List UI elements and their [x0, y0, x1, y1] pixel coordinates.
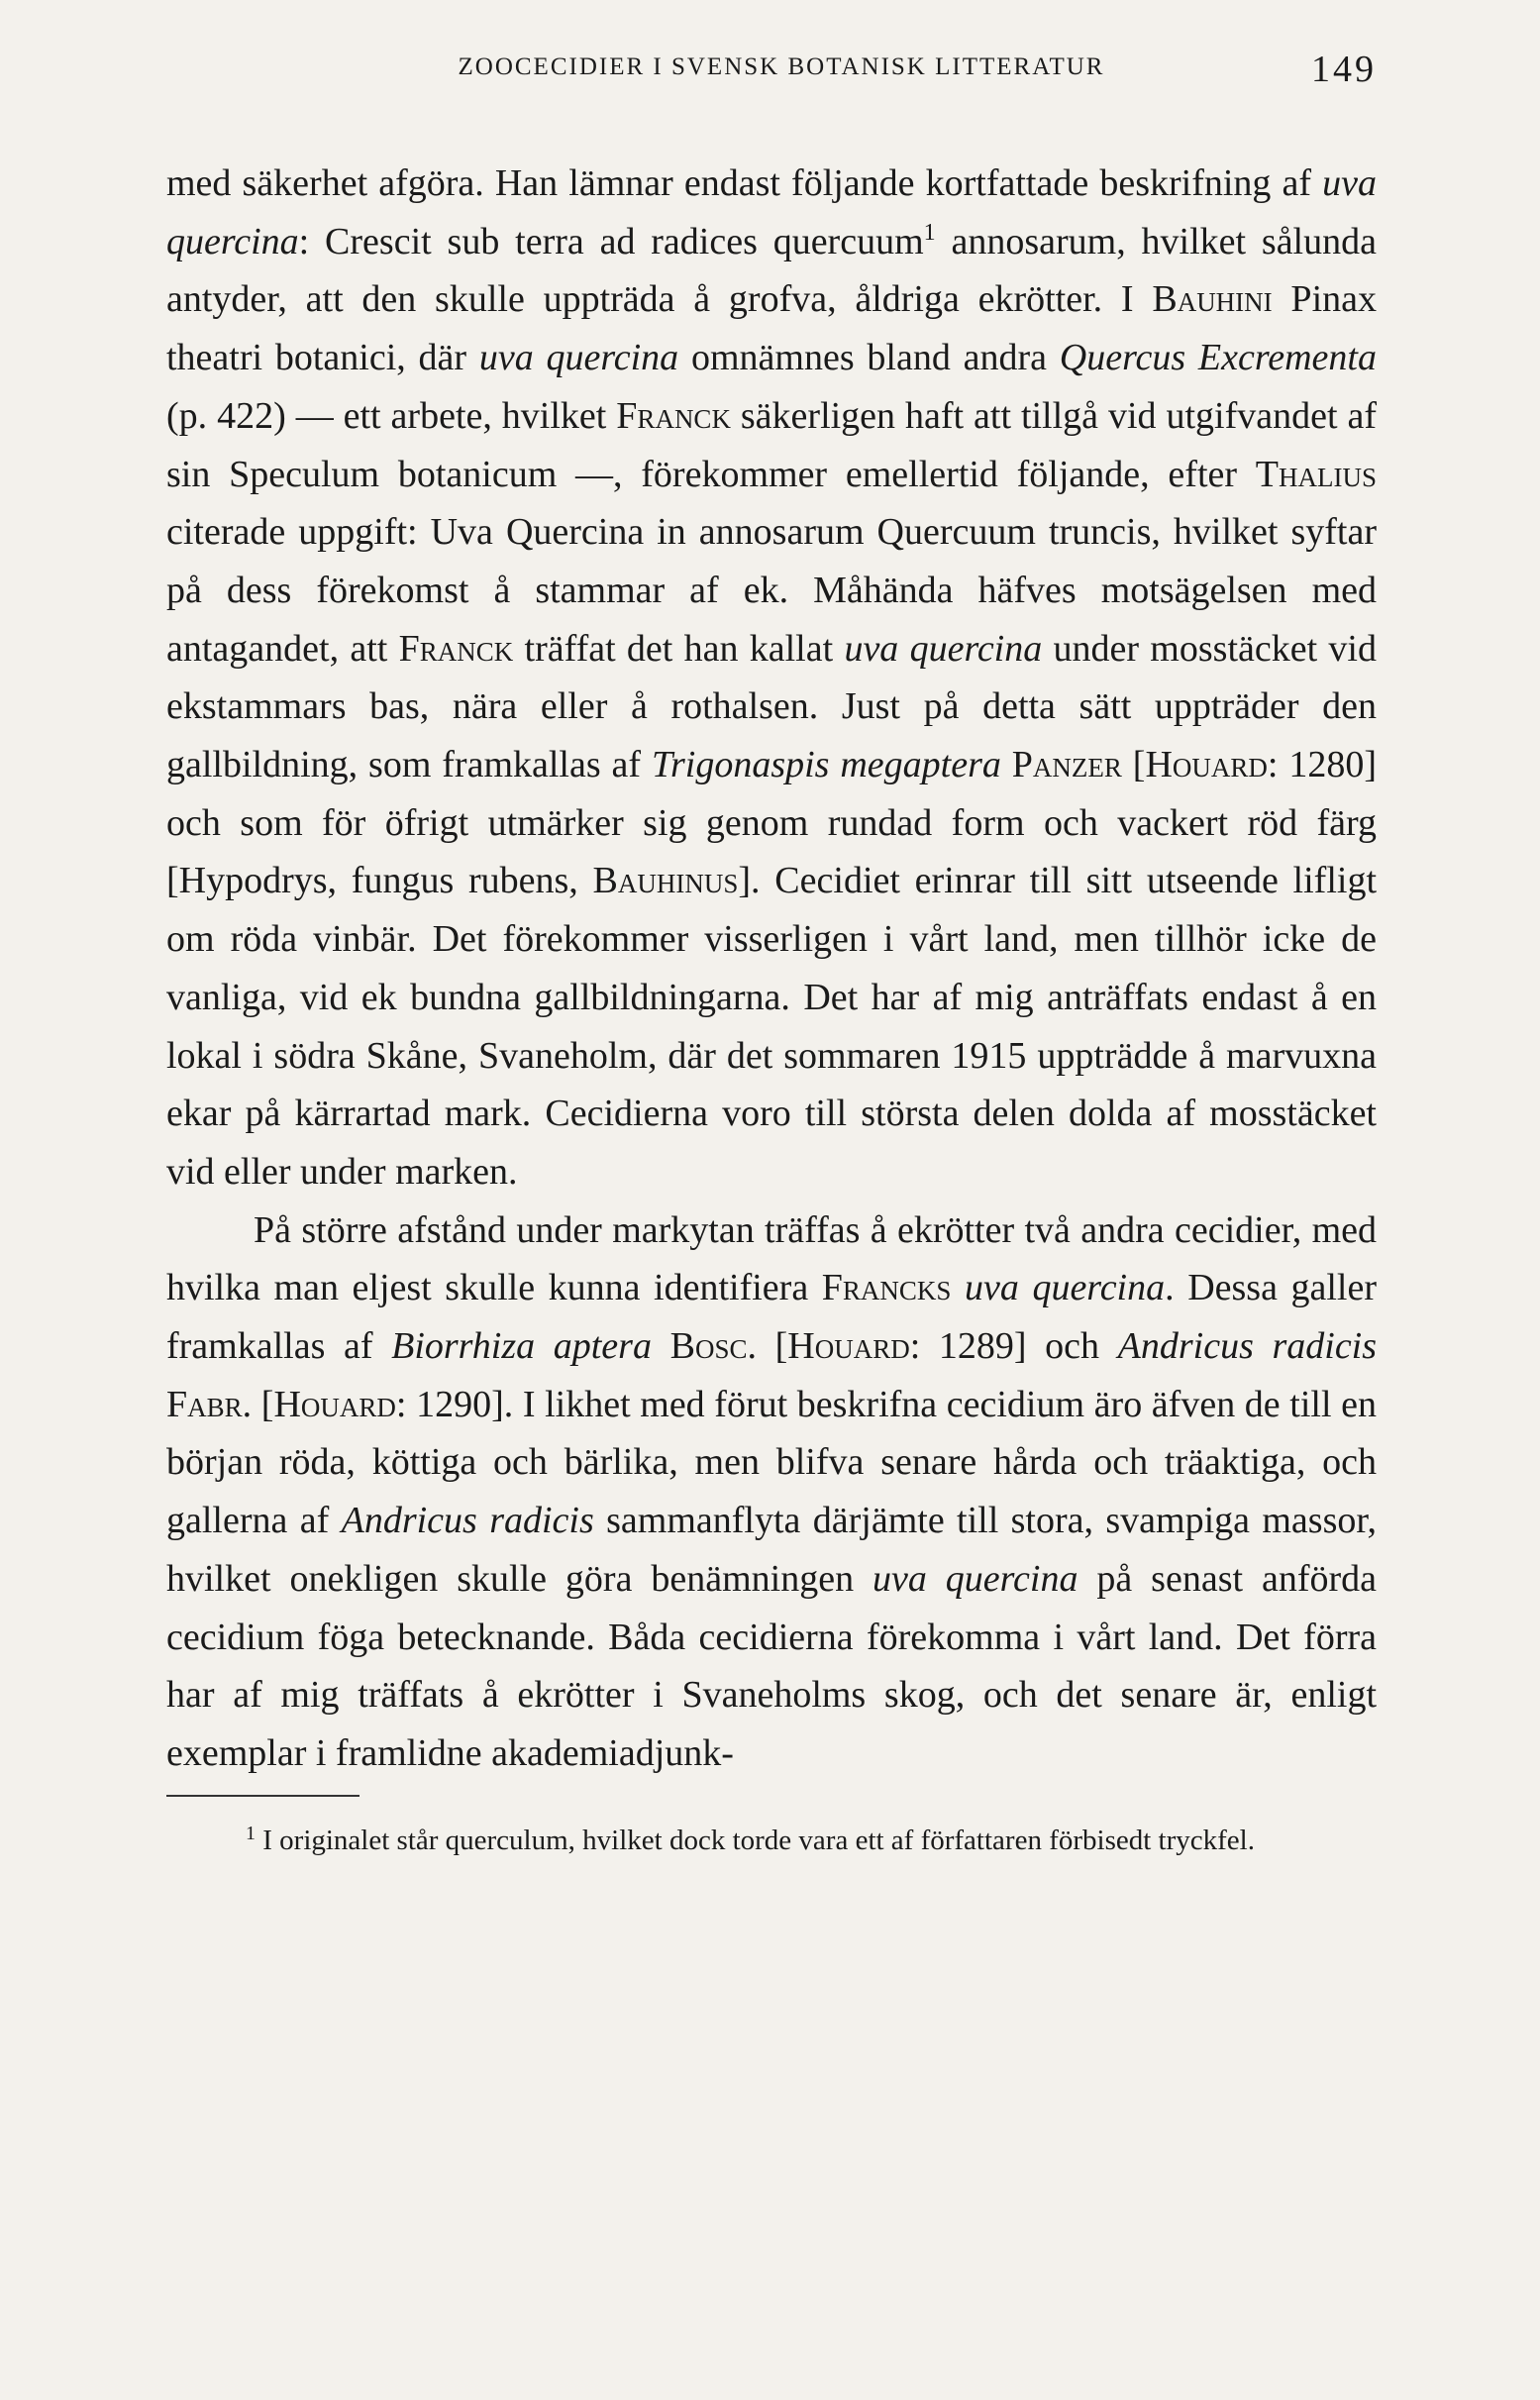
text-run: . [	[747, 1325, 788, 1368]
footnote-ref: 1	[923, 219, 936, 246]
author-name: Panzer	[1011, 744, 1122, 786]
running-head	[166, 40, 1377, 99]
author-name: Franck	[616, 394, 731, 437]
italic-term: uva quercina	[965, 1267, 1166, 1309]
text-run: annosarum, hvilket sålunda antyder, att den skulle uppträda å grofva, åldriga ekrötter. I	[166, 220, 1377, 321]
text-run: (p. 422) — ett arbete, hvilket	[166, 394, 617, 437]
text-run: omnämnes bland andra	[678, 337, 1060, 379]
paragraph-2	[166, 1201, 1377, 1783]
author-name: Bauhinus	[592, 860, 739, 902]
text-run: På större afstånd under markytan träffas å ekrötter två andra cecidier, med hvilka man eljest skulle kunna identifiera	[166, 1208, 1377, 1309]
footnote-rule	[166, 1795, 359, 1797]
text-run: med säkerhet afgöra. Han lämnar endast följande kortfattade beskrifning af	[166, 162, 1323, 204]
author-name: Houard	[273, 1383, 396, 1425]
footnote-text: I originalet står querculum, hvilket dock torde vara ett af författaren förbisedt tryckfel.	[256, 1824, 1255, 1856]
species-name: Biorrhiza aptera	[391, 1325, 652, 1368]
text-run: citerade uppgift: Uva Quercina in annosarum Quercuum truncis, hvilket syftar på dess förekomst å stammar af ek. Måhända häfves motsägelsen med antagandet, att	[166, 511, 1377, 670]
text-run	[951, 1267, 965, 1308]
author-name: Bauhini	[1152, 278, 1273, 321]
italic-term: uva quercina	[478, 337, 679, 379]
book-page	[166, 40, 1377, 1862]
author-name: Bosc	[669, 1325, 748, 1368]
text-run	[1001, 744, 1012, 785]
text-run: under mosstäcket vid ekstammars bas, nära eller å rothalsen. Just på detta sätt uppträder den gallbildning, som framkallas af	[166, 627, 1377, 786]
author-name: Francks	[821, 1267, 952, 1309]
text-run: : Crescit sub terra ad radices quercuum	[298, 220, 924, 262]
text-run: : 1280] och som för öfrigt utmärker sig genom rundad form och vackert röd färg [Hypodrys, fungus rubens,	[166, 744, 1378, 902]
author-name: Houard	[1145, 744, 1268, 786]
text-run: : 1290]. I likhet med förut beskrifna cecidium äro äfven de till en början röda, köttiga och bärlika, men blifva senare hårda och träaktiga, och gallerna af	[166, 1383, 1377, 1542]
running-title: ZOOCECIDIER I SVENSK BOTANISK LITTERATUR	[458, 53, 1105, 80]
text-run: på senast anförda cecidium föga betecknande. Båda cecidierna förekomma i vårt land. Det förra har af mig träffats å ekrötter i Svaneholms skog, och det senare är, enligt exemplar i framlidne akademiadjunk-	[166, 1557, 1378, 1774]
italic-term: uva quercina	[844, 627, 1043, 670]
author-name: Houard	[787, 1325, 910, 1368]
species-name: Andricus radicis	[1117, 1325, 1378, 1368]
text-run: . Dessa galler framkallas af	[166, 1267, 1378, 1368]
italic-term: uva quercina	[166, 162, 1377, 262]
text-run: säkerligen haft att tillgå vid utgifvandet af sin Speculum botanicum —, förekommer emellertid följande, efter	[166, 394, 1377, 495]
text-run: [	[1121, 744, 1146, 786]
page-number: 149	[1311, 49, 1377, 90]
text-run	[652, 1325, 670, 1367]
author-name: Franck	[398, 627, 514, 670]
text-run: . [	[242, 1383, 274, 1425]
species-name: Andricus radicis	[341, 1500, 594, 1542]
text-run: ]. Cecidiet erinrar till sitt utseende lifligt om röda vinbär. Det förekommer visserligen i vårt land, men tillhör icke de vanliga, vid ek bundna gallbildningarna. Det har af mig anträffats endast å en lokal i södra Skåne, Svaneholm, där det sommaren 1915 uppträdde å marvuxna ekar på kärrartad mark. Cecidierna voro till största delen dolda af mosstäcket vid eller under marken.	[166, 860, 1377, 1193]
species-name: Trigonaspis megaptera	[651, 744, 1001, 786]
italic-term: uva quercina	[873, 1557, 1078, 1600]
text-run: sammanflyta därjämte till stora, svampiga massor, hvilket onekligen skulle göra benämningen	[166, 1500, 1378, 1600]
body-text	[166, 155, 1377, 1783]
text-run: Pinax theatri botanici, där	[166, 278, 1377, 379]
paragraph-1	[166, 155, 1377, 1201]
footnote	[166, 1819, 1377, 1862]
italic-term: Quercus Excrementa	[1059, 337, 1377, 379]
text-run: träffat det han kallat	[513, 627, 845, 670]
author-name: Thalius	[1255, 453, 1377, 495]
author-name: Fabr	[166, 1383, 243, 1425]
footnote-marker: 1	[246, 1822, 256, 1844]
text-run: : 1289] och	[909, 1325, 1118, 1368]
